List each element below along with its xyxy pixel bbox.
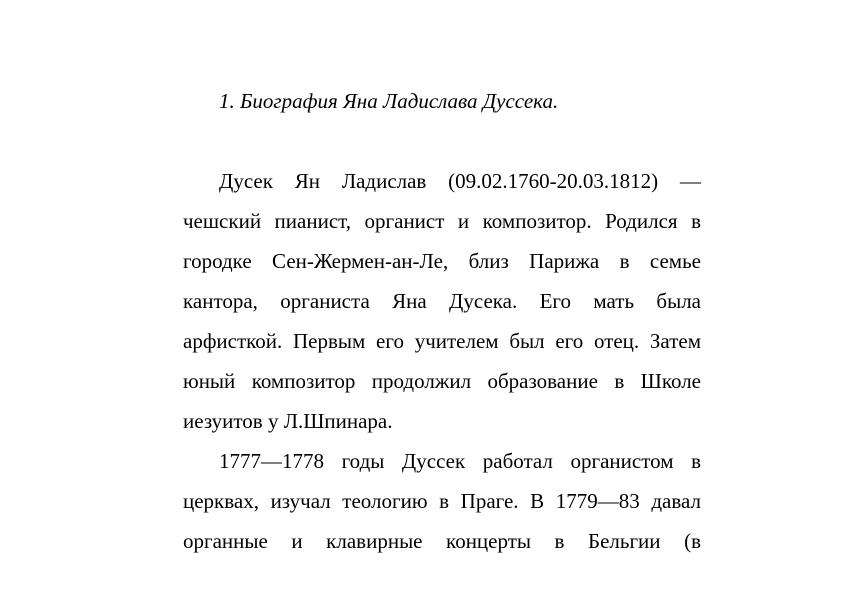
paragraph-1-line-4: кантора, органиста Яна Дусека. Его мать была: [183, 289, 701, 313]
paragraph-1-line-2: чешский пианист, органист и композитор. Родился в: [183, 209, 701, 233]
paragraph-2-line-2: церквах, изучал теологию в Праге. В 1779—83 давал: [183, 489, 701, 513]
paragraph-1-line-1: Дусек Ян Ладислав (09.02.1760-20.03.1812) —: [219, 169, 701, 193]
section-heading: 1. Биография Яна Ладислава Дуссека.: [219, 89, 559, 113]
paragraph-1-line-6: юный композитор продолжил образование в Школе: [183, 369, 701, 393]
paragraph-1-line-5: арфисткой. Первым его учителем был его отец. Затем: [183, 329, 701, 353]
paragraph-1-line-7: иезуитов у Л.Шпинара.: [183, 409, 393, 433]
paragraph-2-line-3: органные и клавирные концерты в Бельгии (в: [183, 529, 701, 553]
paragraph-2-line-1: 1777—1778 годы Дуссек работал органистом в: [219, 449, 701, 473]
paragraph-1-line-3: городке Сен-Жермен-ан-Ле, близ Парижа в семье: [183, 249, 701, 273]
